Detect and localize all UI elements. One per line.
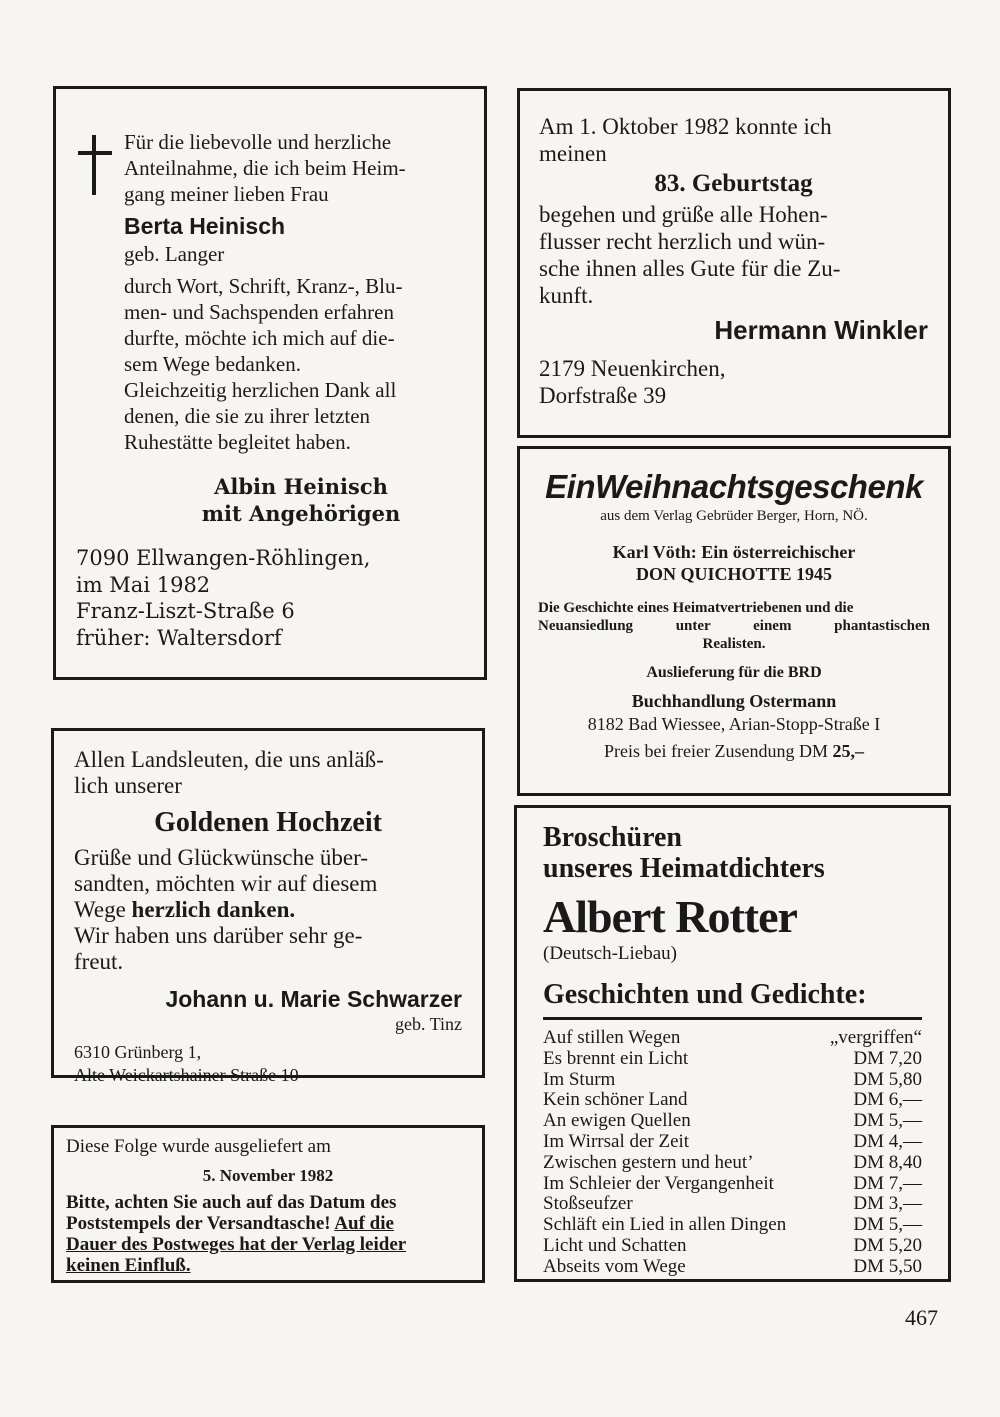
address-line: 2179 Neuenkirchen, bbox=[539, 356, 726, 381]
cross-icon bbox=[78, 135, 112, 285]
address-line: Franz-Liszt-Straße 6 bbox=[76, 599, 295, 623]
shop-name: Buchhandlung Ostermann bbox=[631, 691, 837, 711]
price-line bbox=[538, 739, 930, 763]
text-line: Karl Vöth: Ein österreichischer bbox=[612, 542, 856, 562]
table-row bbox=[543, 1194, 922, 1215]
book-advert-voeth bbox=[517, 446, 951, 796]
book-price: DM 5,80 bbox=[853, 1068, 922, 1090]
text-line: denen, die sie zu ihrer letzten bbox=[124, 404, 371, 428]
brochure-list-rotter bbox=[514, 805, 951, 1282]
table-row bbox=[543, 1132, 922, 1153]
author-origin: (Deutsch-Liebau) bbox=[543, 943, 677, 964]
sender-name: Hermann Winkler bbox=[714, 315, 928, 345]
text-line: begehen und grüße alle Hohen- bbox=[539, 202, 828, 227]
price-label: Preis bei freier Zusendung DM bbox=[604, 741, 833, 761]
book-description bbox=[538, 599, 930, 653]
text-line: sandten, möchten wir auf diesem bbox=[74, 871, 378, 896]
table-row bbox=[543, 1090, 922, 1111]
book-title: Im Sturm bbox=[543, 1068, 616, 1090]
text-line: Ruhestätte begleitet haben. bbox=[124, 430, 351, 454]
address bbox=[539, 355, 928, 409]
table-row bbox=[543, 1257, 922, 1278]
signature-line: mit Angehörigen bbox=[201, 501, 401, 526]
text-line: meinen bbox=[539, 141, 607, 166]
table-row bbox=[543, 1070, 922, 1091]
text-line: sche ihnen alles Gute für die Zu- bbox=[539, 256, 841, 281]
delivery-date: 5. November 1982 bbox=[202, 1166, 334, 1185]
text-line: gang meiner lieben Frau bbox=[124, 182, 329, 206]
book-title bbox=[538, 541, 930, 585]
text-line: Dauer des Postweges hat der Verlag leider bbox=[66, 1234, 407, 1255]
anniversary-notice-schwarzer bbox=[51, 728, 485, 1085]
address-line: früher: Waltersdorf bbox=[76, 625, 282, 650]
book-title: Stoßseufzer bbox=[543, 1193, 633, 1215]
text-line: Die Geschichte eines Heimatvertriebenen und die bbox=[538, 600, 854, 616]
text-underlined: Auf die bbox=[334, 1213, 394, 1234]
book-title: An ewigen Quellen bbox=[543, 1110, 691, 1132]
text-span: Poststempels der Versandtasche! bbox=[66, 1213, 335, 1234]
page-number: 467 bbox=[905, 1305, 938, 1330]
signature bbox=[136, 473, 466, 527]
birth-name: geb. Tinz bbox=[394, 1014, 462, 1034]
text-line: Gleichzeitig herzlichen Dank all bbox=[124, 378, 397, 402]
birth-name: geb. Langer bbox=[124, 242, 225, 266]
address-line: im Mai 1982 bbox=[76, 572, 211, 597]
address-line: Dorfstraße 39 bbox=[539, 383, 667, 408]
text-line: Allen Landsleuten, die uns anläß- bbox=[74, 747, 384, 772]
text-line: Für die liebevolle und herzliche bbox=[124, 130, 392, 154]
address-line: Alte Weickartshainer Straße 10 bbox=[74, 1065, 299, 1085]
heading-line: unseres Heimatdichters bbox=[543, 853, 825, 884]
publisher-line: aus dem Verlag Gebrüder Berger, Horn, NÖ. bbox=[600, 508, 868, 524]
table-row bbox=[543, 1111, 922, 1132]
book-title: Es brennt ein Licht bbox=[543, 1047, 689, 1069]
table-row bbox=[543, 1028, 922, 1049]
book-title: Schläft ein Lied in allen Dingen bbox=[543, 1214, 787, 1236]
book-price: DM 5,50 bbox=[853, 1255, 922, 1277]
sender-name: Johann u. Marie Schwarzer bbox=[165, 986, 462, 1012]
signature-line: Albin Heinisch bbox=[214, 474, 388, 499]
text-line: men- und Sachspenden erfahren bbox=[124, 300, 394, 324]
text-line: freut. bbox=[74, 949, 124, 974]
address bbox=[74, 1041, 462, 1087]
delivery-label: Auslieferung für die BRD bbox=[646, 664, 822, 681]
book-title: Licht und Schatten bbox=[543, 1234, 687, 1256]
book-price: DM 7,20 bbox=[853, 1047, 922, 1069]
shop-address: 8182 Bad Wiessee, Arian-Stopp-Straße I bbox=[587, 714, 881, 734]
notice-intro bbox=[124, 129, 466, 455]
text-line: DON QUICHOTTE 1945 bbox=[635, 564, 833, 584]
author-name: Albert Rotter bbox=[543, 891, 797, 942]
book-price: DM 3,— bbox=[853, 1193, 922, 1215]
book-title: Im Schleier der Vergangenheit bbox=[543, 1172, 774, 1194]
address-line: 6310 Grünberg 1, bbox=[74, 1042, 202, 1062]
book-title: Zwischen gestern und heut’ bbox=[543, 1151, 754, 1173]
book-price: DM 7,— bbox=[853, 1172, 922, 1194]
book-price: DM 5,— bbox=[853, 1110, 922, 1132]
price-value: 25,– bbox=[832, 741, 864, 761]
text-line: Am 1. Oktober 1982 konnte ich bbox=[539, 114, 832, 139]
table-row bbox=[543, 1236, 922, 1257]
book-title: Im Wirrsal der Zeit bbox=[543, 1130, 690, 1152]
book-price: DM 5,— bbox=[853, 1214, 922, 1236]
text-line: flusser recht herzlich und wün- bbox=[539, 229, 826, 254]
birthday-notice-winkler bbox=[517, 88, 951, 438]
text-line: sem Wege bedanken. bbox=[124, 352, 301, 376]
price-list bbox=[543, 1028, 922, 1278]
notice-body bbox=[124, 273, 466, 455]
book-price: DM 4,— bbox=[853, 1130, 922, 1152]
text-line: Anteilnahme, die ich beim Heim- bbox=[124, 156, 406, 180]
text-line: Neuansiedlung unter einem phantastischen bbox=[538, 618, 930, 634]
deceased-name: Berta Heinisch bbox=[124, 213, 286, 239]
text-line bbox=[74, 897, 462, 923]
text-span: Wege bbox=[74, 897, 132, 922]
text-line: Wir haben uns darüber sehr ge- bbox=[74, 923, 363, 948]
text-line: Diese Folge wurde ausgeliefert am bbox=[66, 1136, 331, 1157]
text-emphasis: herzlich danken. bbox=[131, 897, 296, 922]
book-title: Auf stillen Wegen bbox=[543, 1027, 681, 1048]
thanks-notice-heinisch bbox=[53, 86, 487, 680]
heading-line: Broschüren bbox=[543, 822, 682, 853]
text-line: kunft. bbox=[539, 283, 594, 308]
book-price: DM 5,20 bbox=[853, 1234, 922, 1256]
book-price: DM 8,40 bbox=[853, 1151, 922, 1173]
text-line: lich unserer bbox=[74, 773, 182, 798]
list-heading: Geschichten und Gedichte: bbox=[543, 979, 867, 1010]
advert-title: EinWeihnachtsgeschenk bbox=[545, 468, 923, 505]
book-title: Kein schöner Land bbox=[543, 1089, 688, 1111]
address bbox=[76, 545, 466, 651]
table-row bbox=[543, 1153, 922, 1174]
book-price: „vergriffen“ bbox=[829, 1027, 922, 1048]
delivery-notice bbox=[51, 1125, 485, 1283]
anniversary-heading: Goldenen Hochzeit bbox=[154, 807, 382, 838]
table-row bbox=[543, 1049, 922, 1070]
address-line: 7090 Ellwangen-Röhlingen, bbox=[76, 546, 371, 570]
divider bbox=[543, 1017, 922, 1020]
text-line: Grüße und Glückwünsche über- bbox=[74, 845, 368, 870]
book-title: Abseits vom Wege bbox=[543, 1255, 686, 1277]
text-line: keinen Einfluß. bbox=[66, 1255, 191, 1276]
book-price: DM 6,— bbox=[853, 1089, 922, 1111]
text-line bbox=[66, 1213, 470, 1234]
table-row bbox=[543, 1174, 922, 1195]
table-row bbox=[543, 1215, 922, 1236]
birthday-heading: 83. Geburtstag bbox=[654, 170, 813, 197]
text-line: Realisten. bbox=[702, 636, 766, 652]
text-line: durch Wort, Schrift, Kranz-, Blu- bbox=[124, 274, 403, 298]
text-line: durfte, möchte ich mich auf die- bbox=[124, 326, 395, 350]
text-line: Bitte, achten Sie auch auf das Datum des bbox=[66, 1192, 397, 1213]
